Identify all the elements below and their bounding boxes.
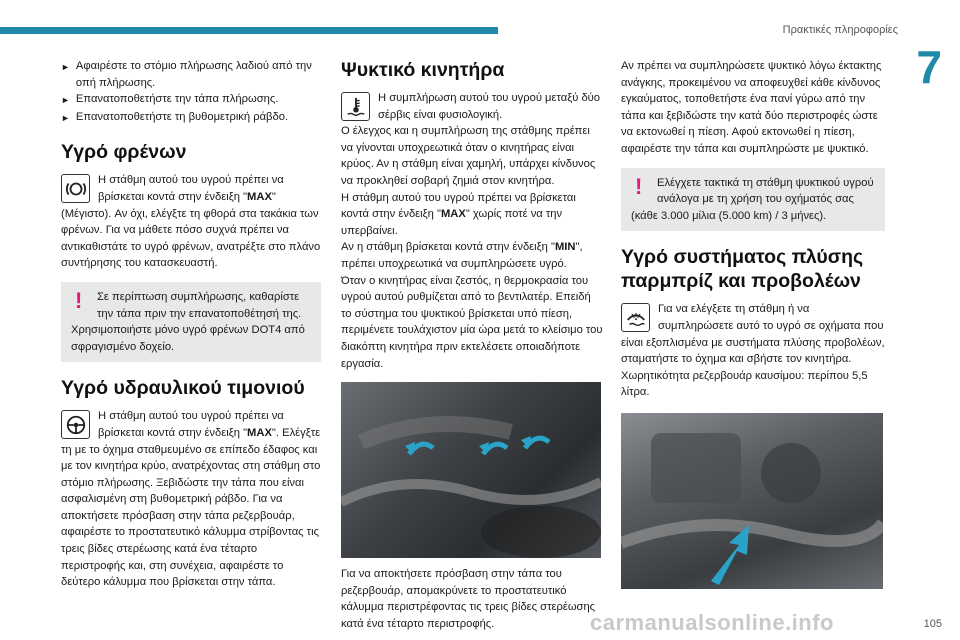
warning-icon: ! — [75, 287, 83, 313]
coolant-icon — [341, 92, 370, 121]
watermark: carmanualsonline.info — [590, 610, 834, 635]
column-right — [621, 58, 885, 597]
list-item: ► Αφαιρέστε το στόμιο πλήρωσης λαδιού από την οπή πλήρωσης. — [61, 58, 321, 91]
coolant-intro: Η συμπλήρωση αυτού του υγρού μεταξύ δύο σέρβις είναι φυσιολογική. — [341, 90, 603, 123]
column-left — [61, 58, 321, 591]
brake-fluid-heading: Υγρό φρένων — [61, 141, 187, 164]
list-item: ► Επανατοποθετήστε τη βυθομετρική ράβδο. — [61, 109, 321, 127]
arrow-icon: ► — [61, 62, 70, 72]
coolant-heading: Ψυκτικό κινητήρα — [341, 59, 505, 81]
washer-fluid-text: Για να ελέγξετε τη στάθμη ή να συμπληρώσετε αυτό το υγρό σε οχήματα που είναι εξοπλισμένα με συστήματα πλύσης προβολέων, σταματήστε το όχημα και σβήστε τον κινητήρα. Χωρητικότητα ρεζερβουάρ καυσίμου: περίπου 5,5 λίτρα. — [621, 303, 885, 399]
coolant-para-3: Αν η στάθμη βρίσκεται κοντά στην ένδειξη "MIN", πρέπει υποχρεωτικά να συμπληρώσετε υγρό. — [341, 241, 583, 270]
header-accent-bar — [0, 27, 498, 34]
arrow-icon: ► — [61, 112, 70, 123]
coolant-para-1: Ο έλεγχος και η συμπλήρωση της στάθμης πρέπει να γίνονται υποχρεωτικά όταν ο κινητήρας είναι κρύος. Αν η στάθμη είναι χαμηλή, υπάρχει κίνδυνος να προκληθεί σοβαρή ζημιά στον κινητήρα. — [341, 125, 596, 187]
brake-fluid-text: Η στάθμη αυτού του υγρού πρέπει να βρίσκεται κοντά στην ένδειξη "MAX" (Μέγιστο). Αν όχι, ελέγξτε τη φθορά στα τακάκια των φρένων. Για να μάθετε πόσο συχνά πρέπει να αντικαθιστάτε το υγρό φρένων, ανατρέξτε στο πλάνο συντήρησης του κατασκευαστή. — [61, 174, 321, 270]
chapter-number: 7 — [916, 41, 942, 93]
steering-fluid-heading: Υγρό υδραυλικού τιμονιού — [61, 377, 305, 400]
steering-fluid-text: Η στάθμη αυτού του υγρού πρέπει να βρίσκεται κοντά στην ένδειξη "MAX". Ελέγξτε τη με το όχημα σταθμευμένο σε επίπεδο έδαφος και με τον κινητήρα κρύο, ανατρέχοντας στη στάθμη στο στόμιο πλήρωσης. Ξεβιδώστε την τάπα που είναι ασφαλισμένη στη βυθομετρική ράβδο. Για να αποκτήσετε πρόσβαση στην τάπα ρεζερβουάρ, αφαιρέστε το προστατευτικό κάλυμμα στρίβοντας τις τρεις βίδες στερέωσης κατά ένα τέταρτο περιστροφής και, στη συνέχεια, αφαιρέστε το δεύτερο κάλυμμα που βρίσκεται στην τάπα. — [61, 410, 321, 589]
arrow-icon: ► — [61, 95, 70, 106]
warning-box: ! Ελέγχετε τακτικά τη στάθμη ψυκτικού υγρού ανάλογα με τη χρήση του οχήματός σας (κάθε 3.000 μίλια (5.000 km) / 3 μήνες). — [621, 168, 885, 232]
washer-fluid-heading: Υγρό συστήματος πλύσης παρμπρίζ και προβολέων — [621, 246, 864, 293]
warning-box: ! Σε περίπτωση συμπλήρωσης, καθαρίστε την τάπα πριν την επανατοποθέτησή της. Χρησιμοποιήστε μόνο υγρό φρένων DOT4 από σφραγισμένο δοχείο. — [61, 282, 321, 362]
brake-fluid-icon — [61, 174, 90, 203]
coolant-para-2: Η στάθμη αυτού του υγρού πρέπει να βρίσκεται κοντά στην ένδειξη "MAX" χωρίς ποτέ να την υπερβαίνει. — [341, 191, 576, 237]
section-title: Πρακτικές πληροφορίες — [782, 24, 898, 36]
washer-reservoir-photo — [621, 413, 883, 589]
photo-caption: Για να αποκτήσετε πρόσβαση στην τάπα του ρεζερβουάρ, απομακρύνετε το προστατευτικό κάλυμμα περιστρέφοντας τις τρεις βίδες στερέωσης κατά ένα τέταρτο περιστροφής. — [341, 568, 596, 630]
washer-fluid-icon — [621, 303, 650, 332]
steering-wheel-icon — [61, 410, 90, 439]
page-number: 105 — [923, 618, 942, 630]
coolant-emergency-text: Αν πρέπει να συμπληρώσετε ψυκτικό λόγω έκτακτης ανάγκης, προκειμένου να αποφευχθεί κάθε κίνδυνος εγκαύματος, τοποθετήστε ένα πανί γύρω από την τάπα και ξεβιδώστε την κατά δύο περιστροφές ώστε να εκτονωθεί η πίεση. Αφού εκτονωθεί η πίεση, αφαιρέστε την τάπα και συμπληρώστε με ψυκτικό. — [621, 60, 882, 155]
warning-icon: ! — [635, 173, 643, 199]
engine-bay-photo — [341, 382, 601, 558]
column-middle — [341, 58, 603, 632]
list-item: ► Επανατοποθετήστε την τάπα πλήρωσης. — [61, 91, 321, 109]
coolant-para-4: Όταν ο κινητήρας είναι ζεστός, η θερμοκρασία του υγρού αυτού ρυθμίζεται από το βεντιλατέρ. Επειδή το σύστημα του ψυκτικού βρίσκεται υπό πίεση, περιμένετε τουλάχιστον μία ώρα μετά το κλείσιμο του διακόπτη κινητήρα πριν εκτελέσετε οποιαδήποτε εργασία. — [341, 274, 603, 370]
